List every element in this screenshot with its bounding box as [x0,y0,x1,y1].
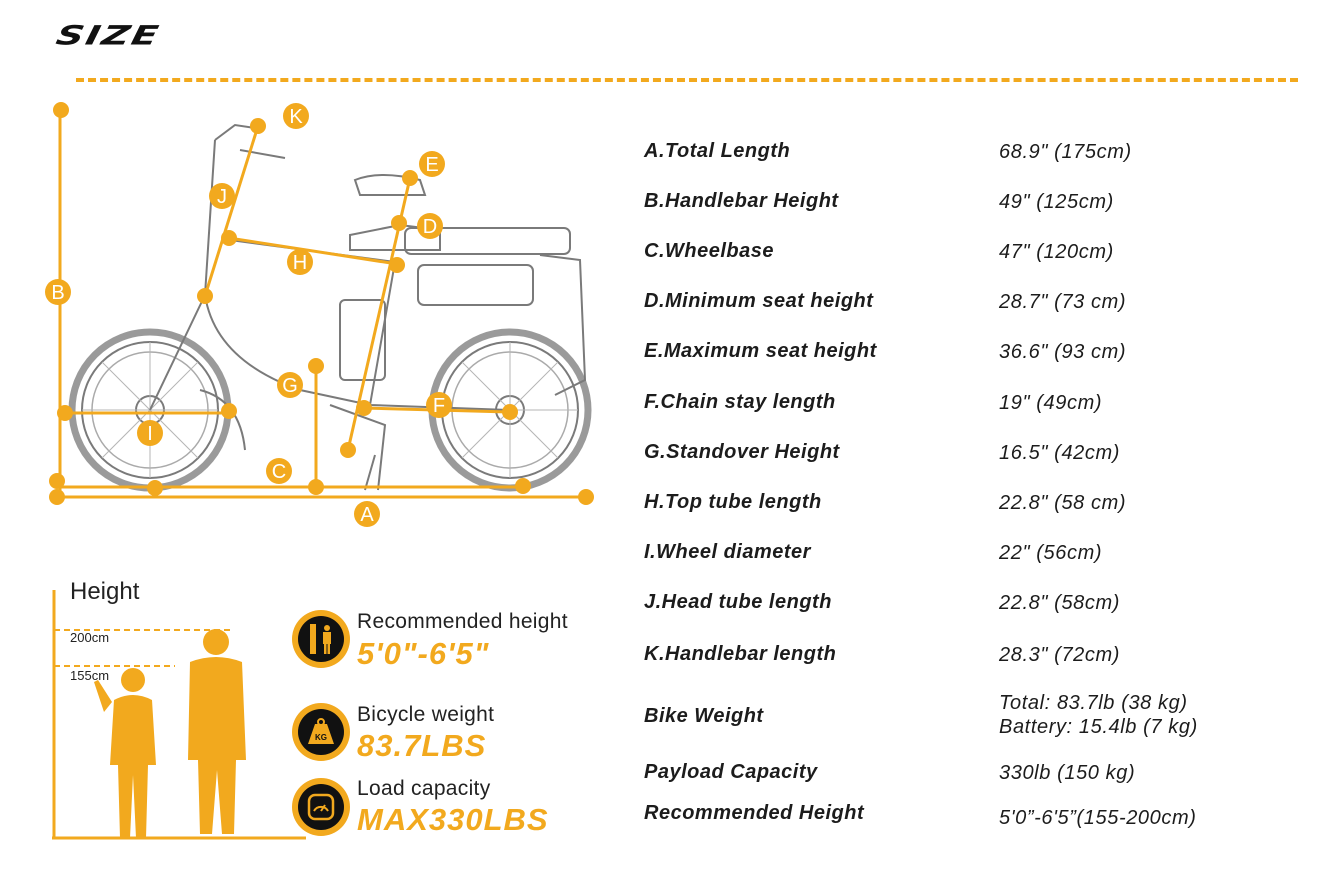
spec-label: Recommended Height [644,802,865,824]
marker-j [209,183,235,209]
spec-label: H.Top tube length [644,491,822,513]
spec-value: 22.8" (58 cm) [999,492,1127,514]
feature-value-load: MAX330LBS [357,802,549,837]
spec-value: Total: 83.7lb (38 kg) [999,692,1188,714]
ruler-person-icon [292,610,350,668]
svg-text:A: A [360,504,374,526]
spec-label: B.Handlebar Height [644,190,839,212]
spec-label: D.Minimum seat height [644,290,874,312]
feature-label-load: Load capacity [357,777,491,800]
spec-label: I.Wheel diameter [644,541,811,563]
marker-c [266,458,292,484]
spec-value: 68.9" (175cm) [999,141,1132,163]
spec-label: G.Standover Height [644,441,840,463]
feature-label-weight: Bicycle weight [357,703,495,726]
svg-text:KG: KG [315,733,327,742]
kg-weight-icon [292,703,350,761]
svg-text:H: H [292,252,308,274]
spec-value: 47" (120cm) [999,241,1114,263]
mark-label-155: 155cm [70,668,110,683]
spec-label: E.Maximum seat height [644,340,877,362]
svg-text:J: J [217,186,227,208]
marker-g [277,372,303,398]
gauge-icon [292,778,350,836]
spec-value: 22.8" (58cm) [999,592,1121,614]
spec-value: 28.7" (73 cm) [999,291,1127,313]
spec-value: 49" (125cm) [999,191,1114,213]
svg-text:F: F [432,395,446,417]
feature-value-weight: 83.7LBS [357,728,487,763]
svg-text:G: G [282,375,298,397]
marker-e [419,151,445,177]
marker-b [45,279,71,305]
size-logo: SIZE [53,20,164,51]
svg-text:B: B [51,282,65,304]
spec-label: K.Handlebar length [644,643,837,665]
spec-label: A.Total Length [644,140,791,162]
marker-h [287,249,313,275]
spec-value: 16.5" (42cm) [999,442,1121,464]
spec-label: J.Head tube length [644,591,832,613]
marker-i [137,420,163,446]
spec-value: 22" (56cm) [999,542,1103,564]
marker-k [283,103,309,129]
spec-label: Bike Weight [644,705,764,727]
dashed-divider [76,78,1298,82]
svg-text:C: C [271,461,287,483]
spec-label: Payload Capacity [644,761,818,783]
height-title: Height [70,578,140,605]
spec-value: 5'0”-6'5”(155-200cm) [999,807,1197,829]
feature-label-height: Recommended height [357,610,568,633]
svg-text:K: K [289,106,303,128]
marker-f [426,392,452,418]
svg-text:D: D [422,216,438,238]
svg-text:I: I [147,423,153,445]
mark-label-200: 200cm [70,630,110,645]
bike-diagram [0,90,620,540]
marker-a [354,501,380,527]
spec-label: C.Wheelbase [644,240,774,262]
spec-value: 330lb (150 kg) [999,762,1136,784]
spec-value-secondary: Battery: 15.4lb (7 kg) [999,716,1198,738]
svg-text:E: E [425,154,439,176]
spec-value: 28.3" (72cm) [999,644,1121,666]
marker-d [417,213,443,239]
feature-value-height: 5'0"-6'5" [357,636,490,671]
tall-person-icon [188,629,246,834]
spec-value: 36.6" (93 cm) [999,341,1127,363]
short-person-icon [94,668,156,838]
height-chart [40,590,310,850]
spec-label: F.Chain stay length [644,391,836,413]
spec-value: 19" (49cm) [999,392,1103,414]
